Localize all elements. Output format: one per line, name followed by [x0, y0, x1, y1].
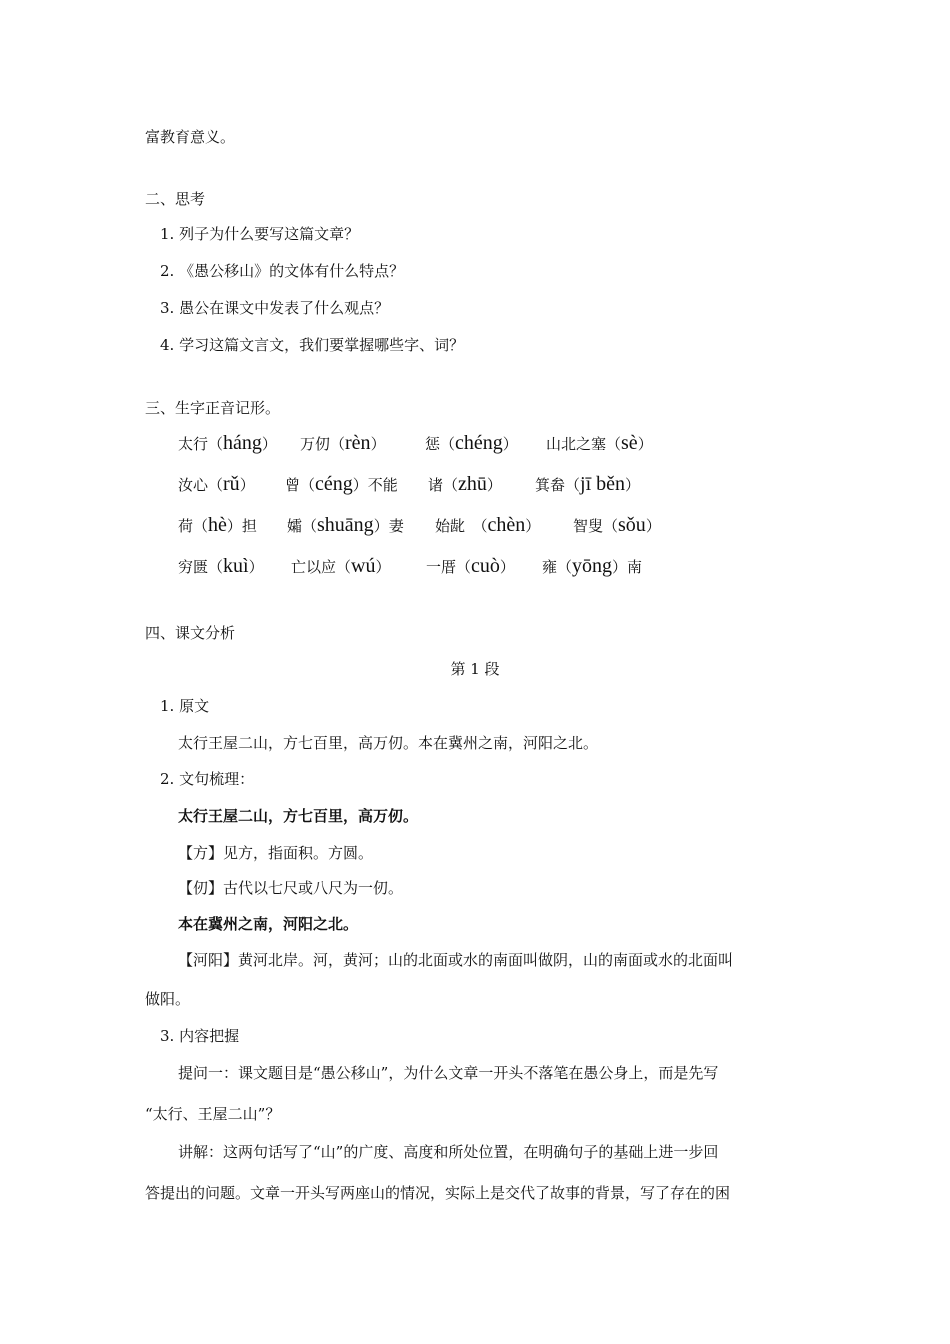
pinyin-entry: 山北之塞（sè） [546, 432, 653, 454]
question-item: 3. 愚公在课文中发表了什么观点？ [160, 299, 390, 317]
bold-sentence: 本在冀州之南，河阳之北。 [178, 915, 359, 933]
pinyin-entry: 万仞（rèn） [300, 432, 386, 454]
original-text: 太行王屋二山，方七百里，高万仞。本在冀州之南，河阳之北。 [178, 734, 599, 752]
pinyin-entry: 箕畚（jī běn） [535, 473, 641, 495]
item-label: 3. 内容把握 [160, 1027, 240, 1045]
question-text: 提问一：课文题目是“愚公移山”，为什么文章一开头不落笔在愚公身上，而是先写 [178, 1064, 719, 1082]
question-item: 4. 学习这篇文言文，我们要掌握哪些字、词？ [160, 336, 465, 354]
explanation-text-continued: 答提出的问题。文章一开头写两座山的情况，实际上是交代了故事的背景，写了存在的困 [145, 1184, 731, 1202]
pinyin-entry: 荷（hè）担 [178, 514, 257, 536]
item-label: 2. 文句梳理： [160, 770, 255, 788]
paragraph-subtitle: 第 1 段 [450, 660, 500, 678]
word-note: 【方】见方，指面积。方圆。 [178, 844, 374, 862]
pinyin-entry: 孀（shuāng）妻 [287, 514, 404, 536]
question-item: 1. 列子为什么要写这篇文章？ [160, 225, 360, 243]
pinyin-entry: 智叟（sǒu） [573, 514, 661, 536]
question-text-continued: “太行、王屋二山”？ [145, 1105, 281, 1123]
pinyin-entry: 惩（chéng） [425, 432, 518, 454]
pinyin-entry: 太行（háng） [178, 432, 277, 454]
section-heading-analysis: 四、课文分析 [145, 624, 236, 642]
pinyin-entry: 诸（zhū） [428, 473, 502, 495]
item-label: 1. 原文 [160, 697, 210, 715]
question-item: 2. 《愚公移山》的文体有什么特点？ [160, 262, 405, 280]
intro-tail: 富教育意义。 [145, 128, 236, 146]
word-note-continued: 做阳。 [145, 990, 191, 1008]
pinyin-entry: 一厝（cuò） [426, 555, 515, 577]
pinyin-entry: 雍（yōng）南 [542, 555, 643, 577]
pinyin-entry: 汝心（rǔ） [178, 473, 255, 495]
pinyin-entry: 始龀 （chèn） [435, 514, 541, 536]
section-heading-thinking: 二、思考 [145, 190, 206, 208]
section-heading-pronunciation: 三、生字正音记形。 [145, 399, 281, 417]
pinyin-entry: 亡以应（wú） [291, 555, 391, 577]
word-note: 【河阳】黄河北岸。河，黄河；山的北面或水的南面叫做阴，山的南面或水的北面叫 [178, 951, 734, 969]
pinyin-entry: 曾（céng）不能 [285, 473, 398, 495]
bold-sentence: 太行王屋二山，方七百里，高万仞。 [178, 807, 419, 825]
pinyin-entry: 穷匮（kuì） [178, 555, 264, 577]
word-note: 【仞】古代以七尺或八尺为一仞。 [178, 879, 404, 897]
explanation-text: 讲解：这两句话写了“山”的广度、高度和所处位置，在明确句子的基础上进一步回 [178, 1143, 719, 1161]
